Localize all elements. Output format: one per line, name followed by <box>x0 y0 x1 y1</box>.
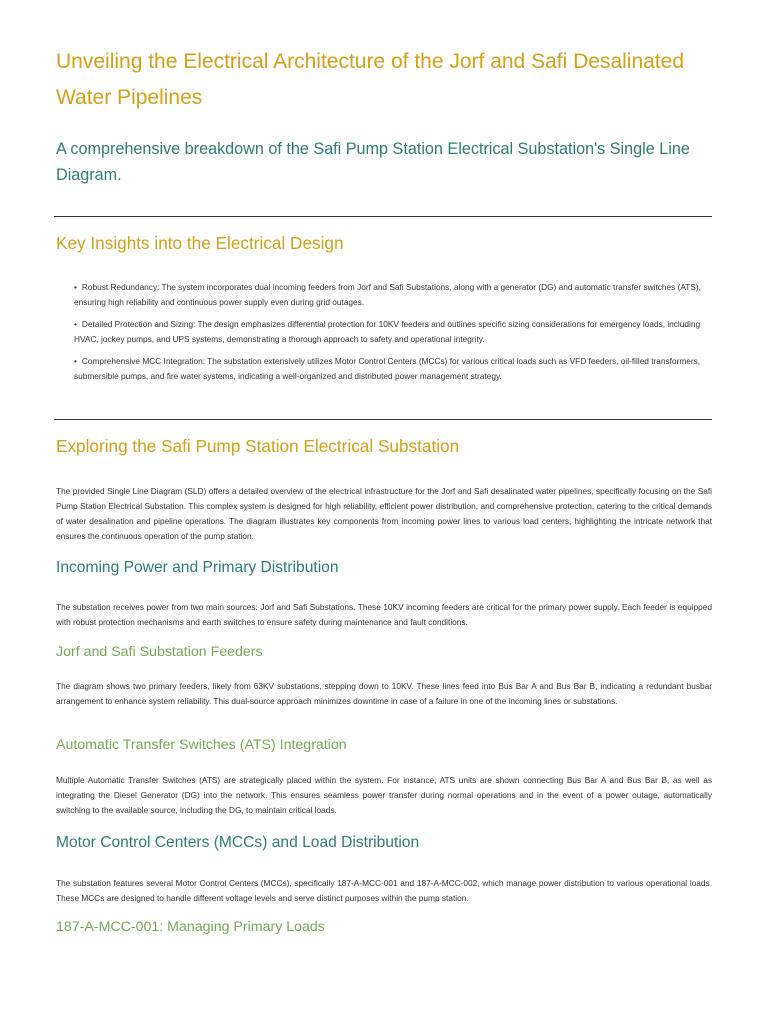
incoming-power-heading: Incoming Power and Primary Distribution <box>56 559 339 576</box>
incoming-power-text: The substation receives power from two main sources: Jorf and Safi Substations. These 10KV incoming feeders are critical for the primary power supply. Each feeder is equipped with robust protection mechanisms and earth switches to ensure safety during maintenance and fault conditions. <box>56 602 712 627</box>
insight-text: Detailed Protection and Sizing: The design emphasizes differential protection for 10KV feeders and outlines specific sizing considerations for emergency loads, including HVAC, jockey pumps, and UPS systems, demonstrating a thorough approach to safety and operational integrity. <box>74 319 701 344</box>
bullet-icon: • <box>74 282 77 292</box>
feeders-heading: Jorf and Safi Substation Feeders <box>56 644 263 660</box>
list-item <box>74 317 714 347</box>
feeders-text: The diagram shows two primary feeders, likely from 63KV substations, stepping down to 10KV. These lines feed into Bus Bar A and Bus Bar B, indicating a redundant busbar arrangement to enhance system reliability. This dual-source approach minimizes downtime in case of a failure in one of the incoming lines or substations. <box>56 681 712 706</box>
section-divider <box>54 419 712 420</box>
section-divider <box>54 216 712 217</box>
page-subtitle: A comprehensive breakdown of the Safi Pump Station Electrical Substation's Single Line Diagram. <box>56 140 690 184</box>
bullet-icon: • <box>74 356 77 366</box>
ats-heading: Automatic Transfer Switches (ATS) Integration <box>56 737 347 753</box>
bullet-icon: • <box>74 319 77 329</box>
mcc-001-heading: 187-A-MCC-001: Managing Primary Loads <box>56 919 325 935</box>
insight-text: Robust Redundancy: The system incorporates dual incoming feeders from Jorf and Safi Substations, along with a generator (DG) and automatic transfer switches (ATS), ensuring high reliability and continuous power supply even during grid outages. <box>74 282 701 307</box>
mcc-heading: Motor Control Centers (MCCs) and Load Distribution <box>56 834 420 851</box>
key-insights-heading: Key Insights into the Electrical Design <box>56 233 344 253</box>
exploring-heading: Exploring the Safi Pump Station Electrical Substation <box>56 436 460 456</box>
list-item <box>74 354 714 384</box>
page-title: Unveiling the Electrical Architecture of the Jorf and Safi Desalinated Water Pipelines <box>56 50 685 109</box>
insight-text: Comprehensive MCC Integration: The substation extensively utilizes Motor Control Centers (MCCs) for various critical loads such as VFD feeders, oil-filled transformers, submersible pumps, and fire water systems, indicating a well-organized and distributed power management strategy. <box>74 356 701 381</box>
exploring-intro-text: The provided Single Line Diagram (SLD) offers a detailed overview of the electrical infrastructure for the Jorf and Safi desalinated water pipelines, specifically focusing on the Safi Pump Station Electrical Substation. This complex system is designed for high reliability, efficient power distribution, and comprehensive protection, catering to the critical demands of water desalination and pipeline operations. The diagram illustrates key components from incoming power lines to various load centers, highlighting the intricate network that ensures the continuous operation of the pump station. <box>56 486 712 541</box>
ats-text: Multiple Automatic Transfer Switches (ATS) are strategically placed within the system. For instance, ATS units are shown connecting Bus Bar A and Bus Bar B, as well as integrating the Diesel Generator (DG) into the network. This ensures seamless power transfer during normal operations and in the event of a power outage, automatically switching to the available source, including the DG, to maintain critical loads. <box>56 775 712 815</box>
mcc-text: The substation features several Motor Control Centers (MCCs), specifically 187-A-MCC-001 and 187-A-MCC-002, which manage power distribution to various operational loads. These MCCs are designed to handle different voltage levels and serve distinct purposes within the pump station. <box>56 878 712 903</box>
key-insights-list <box>74 280 714 391</box>
list-item <box>74 280 714 310</box>
